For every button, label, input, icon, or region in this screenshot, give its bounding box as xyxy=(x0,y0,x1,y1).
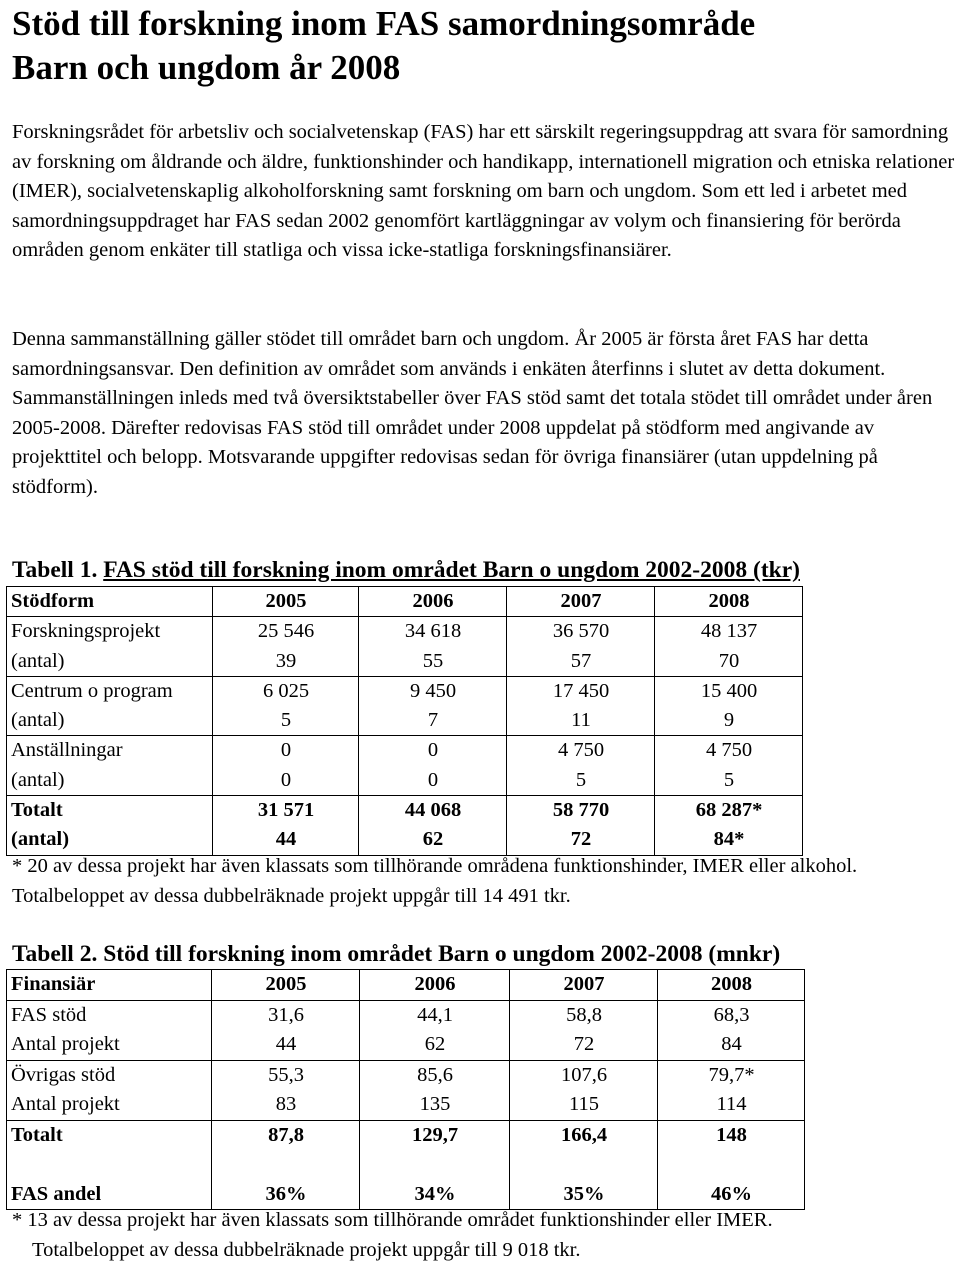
table-cell: 31 571 44 xyxy=(213,796,359,856)
table2-header-cell: 2006 xyxy=(360,970,510,1001)
table2-header-cell: 2008 xyxy=(658,970,805,1001)
table-row xyxy=(7,676,803,736)
table2 xyxy=(6,969,805,1210)
table1-header-row xyxy=(7,587,803,617)
table-total-row xyxy=(7,1120,805,1210)
intro-paragraph-2: Denna sammanställning gäller stödet till området barn och ungdom. År 2005 är första året FAS har detta samordningsansvar. Den definition av området som används i enkäten återfinns i slutet av detta dokument. Sammanställningen inleds med två översiktstabeller över FAS stöd samt det totala stödet till området under åren 2005-2008. Därefter redovisas FAS stöd till området under 2008 uppdelat på stödform med angivande av projekttitel och belopp. Motsvarande uppgifter redovisas sedan för övriga finansiärer (utan uppdelning på stödform). xyxy=(12,328,933,498)
table-cell: 58,8 72 xyxy=(510,1000,658,1060)
table-cell: 31,6 44 xyxy=(212,1000,360,1060)
table-cell: 0 0 xyxy=(359,736,507,796)
table-row xyxy=(7,736,803,796)
table-cell: 6 025 5 xyxy=(213,676,359,736)
table-cell: 44 068 62 xyxy=(359,796,507,856)
table1-header-cell: 2008 xyxy=(655,587,803,617)
table2-footnote xyxy=(12,1206,956,1265)
table1-title: FAS stöd till forskning inom området Barn o ungdom 2002-2008 (tkr) xyxy=(103,557,800,583)
row-label: Centrum o program (antal) xyxy=(7,676,213,736)
row-label: Totalt FAS andel xyxy=(7,1120,212,1210)
table-cell: 68 287* 84* xyxy=(655,796,803,856)
table-cell: 34 618 55 xyxy=(359,617,507,677)
table1-header-cell: 2006 xyxy=(359,587,507,617)
table-cell: 58 770 72 xyxy=(507,796,655,856)
table-row xyxy=(7,1060,805,1120)
table1-header-cell: Stödform xyxy=(7,587,213,617)
table-cell: 25 546 39 xyxy=(213,617,359,677)
table-cell: 129,7 34% xyxy=(360,1120,510,1210)
table2-label: Tabell 2. xyxy=(12,941,98,967)
table-cell: 55,3 83 xyxy=(212,1060,360,1120)
table2-header-cell: 2005 xyxy=(212,970,360,1001)
intro-paragraph-1: Forskningsrådet för arbetsliv och socialvetenskap (FAS) har ett särskilt regeringsuppdrag att svara för samordning av forskning om åldrande och äldre, funktionshinder och handikapp, internationell migration och etniska relationer (IMER), socialvetenskaplig alkoholforskning samt forskning om barn och ungdom. Som ett led i arbetet med samordningsuppdraget har FAS sedan 2002 genomfört kartläggningar av volym och finansiering för berörda områden genom enkäter till statliga och vissa icke-statliga forskningsfinansiärer. xyxy=(12,121,955,261)
table2-header-cell: Finansiär xyxy=(7,970,212,1001)
table1-caption xyxy=(12,555,800,585)
table2-caption xyxy=(12,939,780,969)
table-cell: 79,7* 114 xyxy=(658,1060,805,1120)
table-cell: 85,6 135 xyxy=(360,1060,510,1120)
table1-header-cell: 2005 xyxy=(213,587,359,617)
table-cell: 4 750 5 xyxy=(655,736,803,796)
table1 xyxy=(6,586,803,856)
row-label: Totalt (antal) xyxy=(7,796,213,856)
title-line-2: Barn och ungdom år 2008 xyxy=(12,48,401,87)
table-cell: 17 450 11 xyxy=(507,676,655,736)
table-cell: 107,6 115 xyxy=(510,1060,658,1120)
table-cell: 0 0 xyxy=(213,736,359,796)
table-cell: 148 46% xyxy=(658,1120,805,1210)
table-cell: 36 570 57 xyxy=(507,617,655,677)
table-row xyxy=(7,617,803,677)
table1-label: Tabell 1. xyxy=(12,557,98,583)
row-label: Övrigas stöd Antal projekt xyxy=(7,1060,212,1120)
row-label: Forskningsprojekt (antal) xyxy=(7,617,213,677)
page-title xyxy=(12,2,755,90)
table-cell: 166,4 35% xyxy=(510,1120,658,1210)
table-cell: 48 137 70 xyxy=(655,617,803,677)
table-cell: 87,8 36% xyxy=(212,1120,360,1210)
table2-title: Stöd till forskning inom området Barn o ungdom 2002-2008 (mnkr) xyxy=(103,941,781,967)
table2-footnote-line-1: * 13 av dessa projekt har även klassats som tillhörande området funktionshinder eller IMER. xyxy=(12,1209,773,1231)
row-label: Anställningar (antal) xyxy=(7,736,213,796)
table-cell: 4 750 5 xyxy=(507,736,655,796)
table2-header-row xyxy=(7,970,805,1001)
table1-header-cell: 2007 xyxy=(507,587,655,617)
table-cell: 68,3 84 xyxy=(658,1000,805,1060)
table-row xyxy=(7,1000,805,1060)
table1-footnote: * 20 av dessa projekt har även klassats som tillhörande områdena funktionshinder, IMER eller alkohol. Totalbeloppet av dessa dubbelräknade projekt uppgår till 14 491 tkr. xyxy=(12,855,858,907)
table-cell: 9 450 7 xyxy=(359,676,507,736)
title-line-1: Stöd till forskning inom FAS samordningsområde xyxy=(12,4,756,43)
row-label: FAS stöd Antal projekt xyxy=(7,1000,212,1060)
table-total-row xyxy=(7,796,803,856)
table2-header-cell: 2007 xyxy=(510,970,658,1001)
table-cell: 15 400 9 xyxy=(655,676,803,736)
table2-footnote-line-2: Totalbeloppet av dessa dubbelräknade projekt uppgår till 9 018 tkr. xyxy=(32,1238,581,1261)
table-cell: 44,1 62 xyxy=(360,1000,510,1060)
